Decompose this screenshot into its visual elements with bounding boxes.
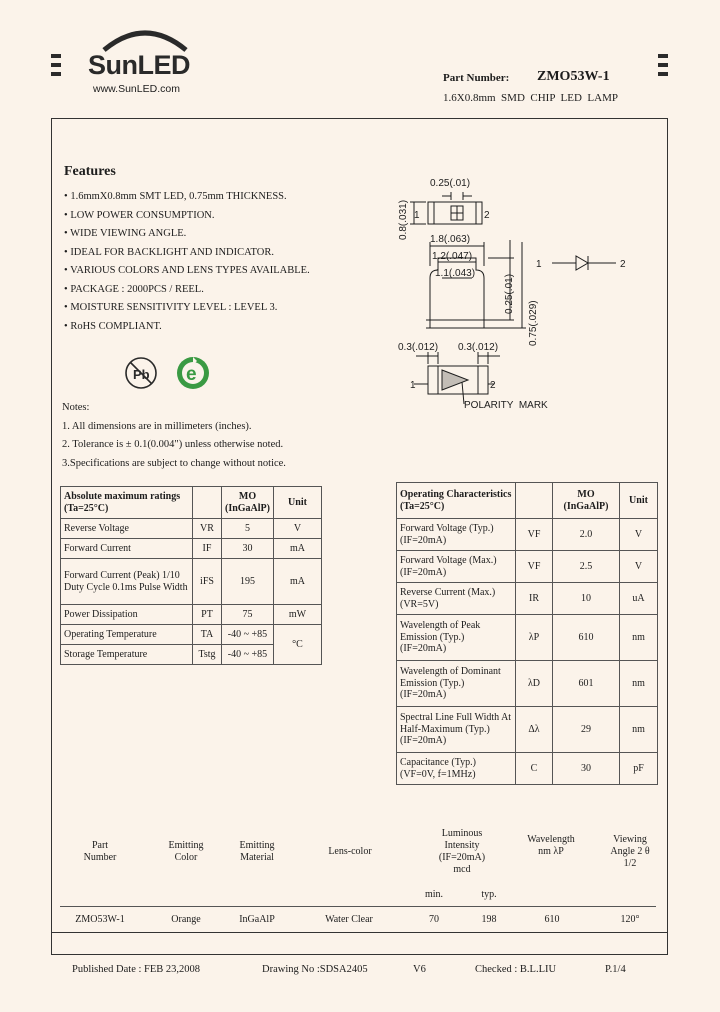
- value-cell: 195: [222, 559, 274, 605]
- feature-item: • PACKAGE : 2000PCS / REEL.: [64, 283, 204, 295]
- symbol-cell: Δλ: [516, 707, 553, 753]
- operating-characteristics-table: [396, 482, 658, 785]
- table-header: MO (InGaAlP): [553, 483, 620, 519]
- symbol-cell: VF: [516, 519, 553, 551]
- symbol-cell: IF: [193, 539, 222, 559]
- pin-label: 2: [490, 380, 496, 391]
- logo-arc-icon: [100, 22, 190, 52]
- pin-label: 2: [484, 210, 490, 221]
- e-label: e: [186, 364, 197, 385]
- value-cell: 610: [553, 615, 620, 661]
- param-cell: Capacitance (Typ.) (VF=0V, f=1MHz): [397, 753, 516, 785]
- row-part-number: ZMO53W-1: [75, 914, 125, 925]
- feature-item: • RoHS COMPLIANT.: [64, 320, 162, 332]
- param-cell: Reverse Voltage: [61, 519, 193, 539]
- table-row: [397, 519, 658, 551]
- row-typ: 198: [481, 914, 497, 925]
- dim-label: 0.25(.01): [504, 273, 515, 314]
- pin-label: 1: [414, 210, 420, 221]
- feature-item: • 1.6mmX0.8mm SMT LED, 0.75mm THICKNESS.: [64, 191, 287, 202]
- value-cell: 2.0: [553, 519, 620, 551]
- value-cell: 29: [553, 707, 620, 753]
- product-description: 1.6X0.8mm SMD CHIP LED LAMP: [443, 92, 618, 104]
- corner-mark: [658, 63, 668, 67]
- checked-by: Checked : B.L.LIU: [475, 964, 557, 975]
- dim-label: 0.25(.01): [430, 178, 471, 189]
- table-row: [397, 753, 658, 785]
- table-row: [397, 615, 658, 661]
- param-cell: Power Dissipation: [61, 605, 193, 625]
- param-cell: Forward Voltage (Typ.) (IF=20mA): [397, 519, 516, 551]
- drawing-number: Drawing No :SDSA2405: [262, 964, 368, 975]
- diode-pin-label: 1: [536, 259, 542, 270]
- table-row: [61, 519, 322, 539]
- abs-max-table: [60, 486, 322, 665]
- symbol-cell: Tstg: [193, 645, 222, 665]
- col-header-emitting-color: Emitting Color: [168, 840, 204, 863]
- table-row: [61, 605, 322, 625]
- col-header-luminous: Luminous Intensity (IF=20mA) mcd: [438, 828, 486, 875]
- unit-cell: °C: [274, 625, 322, 665]
- param-cell: Reverse Current (Max.) (VR=5V): [397, 583, 516, 615]
- page-number: P.1/4: [605, 964, 626, 975]
- value-cell: 5: [222, 519, 274, 539]
- symbol-cell: iFS: [193, 559, 222, 605]
- table-header: Operating Characteristics (Ta=25°C): [397, 483, 516, 519]
- notes-section: [62, 399, 392, 473]
- table-row: [61, 539, 322, 559]
- package-drawing: [390, 170, 650, 420]
- corner-mark: [51, 63, 61, 67]
- unit-cell: pF: [620, 753, 658, 785]
- param-cell: Spectral Line Full Width At Half-Maximum (Typ.) (IF=20mA): [397, 707, 516, 753]
- dim-label: 1.2(.047): [432, 251, 473, 262]
- symbol-cell: VF: [516, 551, 553, 583]
- features-list: [64, 188, 394, 336]
- selection-divider: [60, 906, 656, 907]
- table-header: Unit: [274, 487, 322, 519]
- corner-mark: [51, 54, 61, 58]
- value-cell: 10: [553, 583, 620, 615]
- polarity-mark-label: POLARITY MARK: [464, 400, 548, 411]
- pb-label: Pb: [133, 367, 150, 382]
- value-cell: 30: [553, 753, 620, 785]
- symbol-cell: IR: [516, 583, 553, 615]
- param-cell: Forward Current: [61, 539, 193, 559]
- col-header-wavelength: Wavelength nm λP: [527, 834, 575, 857]
- corner-mark: [658, 72, 668, 76]
- value-cell: -40 ~ +85: [222, 625, 274, 645]
- col-header-emitting-material: Emitting Material: [239, 840, 275, 863]
- symbol-cell: C: [516, 753, 553, 785]
- dim-label: 0.3(.012): [398, 342, 439, 353]
- unit-cell: nm: [620, 707, 658, 753]
- table-row: [397, 661, 658, 707]
- row-emitting-color: Orange: [171, 914, 201, 925]
- table-header: Absolute maximum ratings (Ta=25°C): [61, 487, 193, 519]
- table-row: [61, 559, 322, 605]
- version: V6: [413, 964, 426, 975]
- symbol-cell: TA: [193, 625, 222, 645]
- row-viewing-angle: 120°: [620, 914, 640, 925]
- param-cell: Operating Temperature: [61, 625, 193, 645]
- unit-cell: V: [620, 551, 658, 583]
- unit-cell: nm: [620, 661, 658, 707]
- website-link[interactable]: www.SunLED.com: [93, 83, 180, 95]
- row-wavelength: 610: [544, 914, 560, 925]
- part-number-label: Part Number:: [443, 72, 510, 84]
- param-cell: Forward Current (Peak) 1/10 Duty Cycle 0.1ms Pulse Width: [61, 559, 193, 605]
- table-row: [397, 551, 658, 583]
- dim-label: 1.8(.063): [430, 234, 471, 245]
- table-header-empty: [193, 487, 222, 519]
- note-item: 3.Specifications are subject to change without notice.: [62, 457, 286, 469]
- footer-divider: [51, 932, 667, 933]
- param-cell: Wavelength of Dominant Emission (Typ.) (IF=20mA): [397, 661, 516, 707]
- feature-item: • WIDE VIEWING ANGLE.: [64, 228, 187, 239]
- unit-cell: nm: [620, 615, 658, 661]
- unit-cell: mA: [274, 539, 322, 559]
- note-item: 2. Tolerance is ± 0.1(0.004") unless otherwise noted.: [62, 439, 284, 450]
- param-cell: Forward Voltage (Max.) (IF=20mA): [397, 551, 516, 583]
- value-cell: 2.5: [553, 551, 620, 583]
- symbol-cell: VR: [193, 519, 222, 539]
- corner-mark: [658, 54, 668, 58]
- symbol-cell: PT: [193, 605, 222, 625]
- unit-cell: mA: [274, 559, 322, 605]
- part-number: ZMO53W-1: [537, 69, 610, 84]
- feature-item: • VARIOUS COLORS AND LENS TYPES AVAILABLE.: [64, 265, 310, 276]
- row-min: 70: [429, 914, 439, 925]
- dim-label: 0.8(.031): [398, 199, 409, 240]
- feature-item: • IDEAL FOR BACKLIGHT AND INDICATOR.: [64, 246, 274, 258]
- table-header-empty: [516, 483, 553, 519]
- unit-cell: mW: [274, 605, 322, 625]
- symbol-cell: λD: [516, 661, 553, 707]
- diode-pin-label: 2: [620, 259, 626, 270]
- value-cell: 30: [222, 539, 274, 559]
- value-cell: 601: [553, 661, 620, 707]
- value-cell: -40 ~ +85: [222, 645, 274, 665]
- feature-item: • LOW POWER CONSUMPTION.: [64, 209, 215, 221]
- pin-label: 1: [410, 380, 416, 391]
- table-row: [397, 583, 658, 615]
- row-emitting-material: InGaAlP: [239, 914, 275, 925]
- table-header: Unit: [620, 483, 658, 519]
- dim-label: 0.3(.012): [458, 342, 499, 353]
- notes-title: Notes:: [62, 402, 90, 413]
- unit-cell: V: [620, 519, 658, 551]
- note-item: 1. All dimensions are in millimeters (inches).: [62, 420, 252, 432]
- symbol-cell: λP: [516, 615, 553, 661]
- dim-label: 1.1(.043): [435, 268, 476, 279]
- col-header-lens-color: Lens-color: [328, 846, 372, 857]
- unit-cell: V: [274, 519, 322, 539]
- table-row: [61, 625, 322, 645]
- col-header-viewing-angle: Viewing Angle 2 θ 1/2: [610, 834, 650, 869]
- unit-cell: uA: [620, 583, 658, 615]
- feature-item: • MOISTURE SENSITIVITY LEVEL : LEVEL 3.: [64, 302, 278, 313]
- table-row: [397, 707, 658, 753]
- table-header: MO (InGaAlP): [222, 487, 274, 519]
- pb-free-icon: [124, 356, 158, 390]
- value-cell: 75: [222, 605, 274, 625]
- published-date: Published Date : FEB 23,2008: [72, 964, 201, 975]
- col-header-part-number: Part Number: [83, 840, 117, 863]
- param-cell: Storage Temperature: [61, 645, 193, 665]
- dim-label: 0.75(.029): [528, 300, 539, 346]
- brand-logo: SunLED: [88, 50, 190, 80]
- param-cell: Wavelength of Peak Emission (Typ.) (IF=20mA): [397, 615, 516, 661]
- corner-mark: [51, 72, 61, 76]
- row-lens-color: Water Clear: [325, 914, 373, 925]
- features-title: Features: [64, 164, 116, 179]
- rohs-e-icon: [175, 355, 211, 391]
- col-header-typ: typ.: [481, 889, 497, 900]
- col-header-min: min.: [424, 889, 444, 900]
